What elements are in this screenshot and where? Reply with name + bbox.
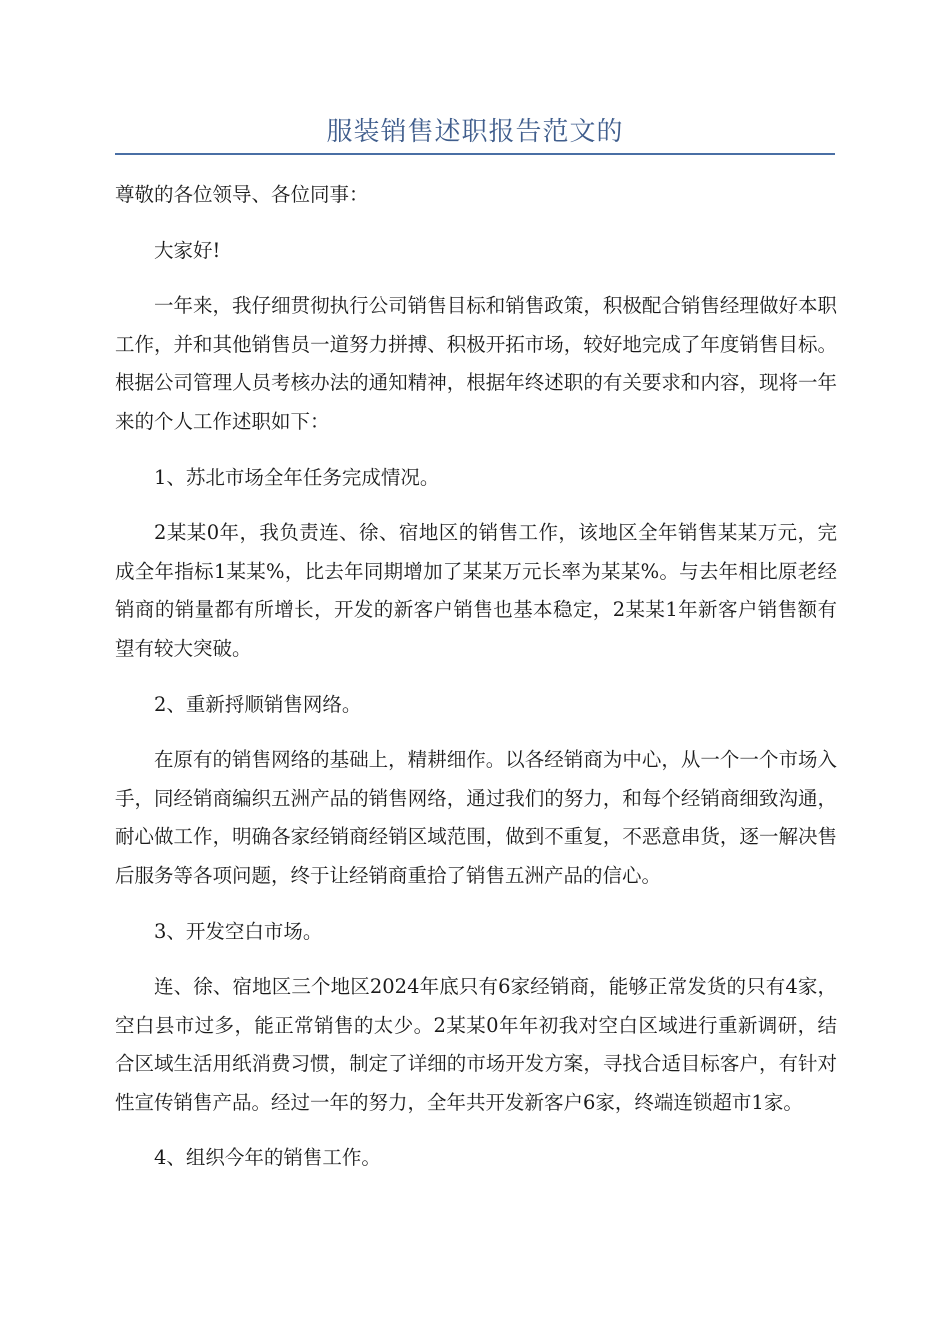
section-heading-4: 4、组织今年的销售工作。 bbox=[154, 1146, 381, 1170]
document-title: 服装销售述职报告范文的 bbox=[326, 117, 624, 147]
section-body-2: 在原有的销售网络的基础上，精耕细作。以各经销商为中心，从一个一个市场入手，同经销商编织五洲产品的销售网络，通过我们的努力，和每个经销商细致沟通，耐心做工作，明确各家经销商经销区域范围，做到不重复，不恶意串货，逐一解决售后服务等各项问题，终于让经销商重拾了销售五洲产品的信心。 bbox=[115, 748, 837, 887]
intro-paragraph: 一年来，我仔细贯彻执行公司销售目标和销售政策，积极配合销售经理做好本职工作，并和其他销售员一道努力拼搏、积极开拓市场，较好地完成了年度销售目标。根据公司管理人员考核办法的通知精神，根据年终述职的有关要求和内容，现将一年来的个人工作述职如下： bbox=[115, 294, 837, 433]
section-heading-2: 2、重新捋顺销售网络。 bbox=[154, 692, 362, 716]
title-underline bbox=[115, 153, 835, 155]
greeting-paragraph: 大家好! bbox=[154, 238, 221, 262]
document-body bbox=[115, 176, 837, 1195]
section-heading-3: 3、开发空白市场。 bbox=[154, 919, 323, 943]
section-body-3: 连、徐、宿地区三个地区2024年底只有6家经销商，能够正常发货的只有4家，空白县市过多，能正常销售的太少。2某某0年年初我对空白区域进行重新调研，结合区域生活用纸消费习惯，制定了详细的市场开发方案，寻找合适目标客户，有针对性宣传销售产品。经过一年的努力，全年共开发新客户6家，终端连锁超市1家。 bbox=[115, 975, 837, 1114]
section-heading-1: 1、苏北市场全年任务完成情况。 bbox=[154, 465, 440, 489]
salutation-paragraph: 尊敬的各位领导、各位同事： bbox=[115, 183, 369, 206]
section-body-1: 2某某0年，我负责连、徐、宿地区的销售工作，该地区全年销售某某万元，完成全年指标1某某%，比去年同期增加了某某万元长率为某某%。与去年相比原老经销商的销量都有所增长，开发的新客户销售也基本稳定，2某某1年新客户销售额有望有较大突破。 bbox=[115, 521, 837, 660]
